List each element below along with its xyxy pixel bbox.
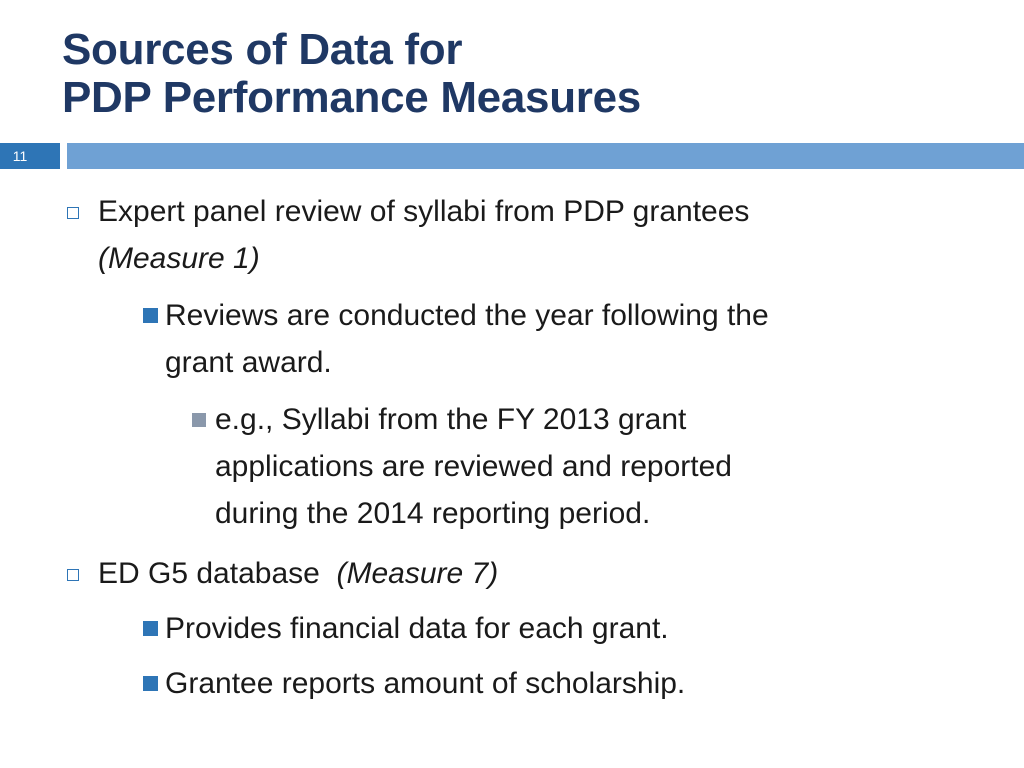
bullet-financial-data: [165, 605, 669, 652]
bullet-expert-panel: [98, 188, 749, 282]
bullet-grantee-reports: [165, 660, 685, 707]
bullet-expert-panel-measure: (Measure 1): [98, 242, 260, 275]
slide-title-line-2: PDP Performance Measures: [62, 73, 641, 122]
bullet-ed-g5-text: ED G5 database: [98, 557, 320, 590]
bullet-reviews-line-1: Reviews are conducted the year following the: [165, 299, 769, 332]
slide-title-line-1: Sources of Data for: [62, 25, 463, 74]
square-bullet-icon: [143, 621, 158, 636]
gray-square-bullet-icon: [192, 413, 206, 427]
bullet-ed-g5: [98, 550, 498, 597]
bullet-example-line-1: e.g., Syllabi from the FY 2013 grant: [215, 403, 687, 436]
bullet-reviews-line-2: grant award.: [165, 346, 332, 379]
square-bullet-icon: [143, 676, 158, 691]
square-bullet-icon: [143, 308, 158, 323]
slide-number: 11: [12, 148, 28, 164]
bullet-example-line-3: during the 2014 reporting period.: [215, 497, 651, 530]
bullet-expert-panel-text: Expert panel review of syllabi from PDP grantees: [98, 195, 750, 228]
bullet-example-line-2: applications are reviewed and reported: [215, 450, 732, 483]
bullet-example-syllabi: [215, 396, 732, 537]
bullet-financial-data-text: Provides financial data for each grant.: [165, 612, 669, 645]
hollow-square-bullet-icon: [67, 569, 79, 581]
bullet-reviews-conducted: [165, 292, 769, 386]
bullet-grantee-reports-text: Grantee reports amount of scholarship.: [165, 667, 686, 700]
bullet-ed-g5-measure: (Measure 7): [336, 557, 499, 590]
hollow-square-bullet-icon: [67, 207, 79, 219]
